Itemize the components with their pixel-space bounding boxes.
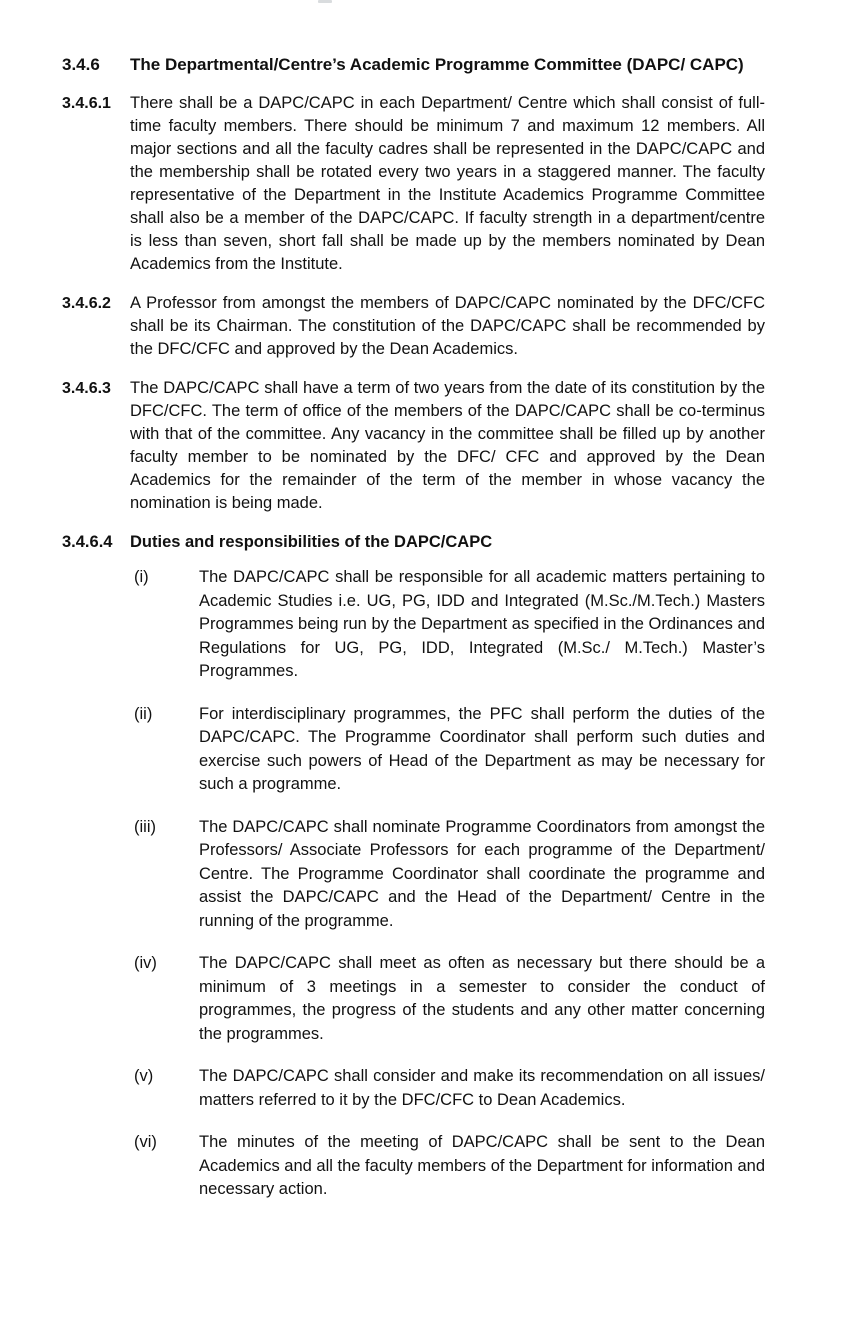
duty-text: The DAPC/CAPC shall be responsible for all academic matters pertaining to Academic Studies i.e. UG, PG, IDD and Integrated (M.Sc./M.Tech.) Masters Programmes being run by the Department as specified in the Ordinances and Regulations for UG, PG, IDD, Integrated (M.Sc./ M.Tech.) Master’s Programmes. [199, 568, 765, 680]
duty-item-ii [130, 703, 765, 797]
duty-label: (ii) [134, 704, 153, 723]
section-title: The Departmental/Centre’s Academic Programme Committee (DAPC/ CAPC) [130, 55, 744, 74]
clause-3-4-6-1 [62, 92, 765, 276]
duty-label: (i) [134, 568, 149, 586]
clause-number: 3.4.6.3 [62, 380, 111, 397]
section-number: 3.4.6 [62, 55, 100, 74]
duty-item-iv [130, 952, 765, 1046]
duty-text: The DAPC/CAPC shall consider and make its recommendation on all issues/ matters referred to it by the DFC/CFC to Dean Academics. [199, 1067, 765, 1109]
duty-text: For interdisciplinary programmes, the PFC shall perform the duties of the DAPC/CAPC. The Programme Coordinator shall perform such duties and exercise such powers of Head of the Department as may be necessary for such a programme. [199, 704, 765, 793]
clause-number: 3.4.6.1 [62, 95, 111, 112]
clause-3-4-6-3 [62, 377, 765, 515]
duty-item-i [130, 566, 765, 684]
duty-text: The DAPC/CAPC shall nominate Programme Coordinators from amongst the Professors/ Associate Professors for each programme of the Department/ Centre. The Programme Coordinator shall coordinate the programme and assist the DAPC/CAPC and the Head of the Department/ Centre in the running of the programme. [199, 817, 765, 930]
clause-text: The DAPC/CAPC shall have a term of two years from the date of its constitution by the DFC/CFC. The term of office of the members of the DAPC/CAPC shall be co-terminus with that of the committee. Any vacancy in the committee shall be filled up by another faculty member to be nominated by the DFC/ CFC and approved by the Dean Academics for the remainder of the term of the member in whose vacancy the nomination is being made. [130, 379, 765, 512]
clause-title: Duties and responsibilities of the DAPC/CAPC [130, 533, 493, 551]
duty-label: (iii) [134, 817, 156, 836]
duty-text: The DAPC/CAPC shall meet as often as necessary but there should be a minimum of 3 meetings in a semester to consider the conduct of programmes, the progress of the students and any other matter concerning the programmes. [199, 954, 765, 1043]
duty-item-v [130, 1065, 765, 1112]
clause-text: A Professor from amongst the members of DAPC/CAPC nominated by the DFC/CFC shall be its Chairman. The constitution of the DAPC/CAPC shall be recommended by the DFC/CFC and approved by the Dean Academics. [130, 294, 765, 358]
duties-list [130, 566, 765, 1202]
duty-item-iii [130, 816, 765, 934]
duty-item-vi [130, 1131, 765, 1202]
clause-text: There shall be a DAPC/CAPC in each Department/ Centre which shall consist of full-time faculty members. There should be minimum 7 and maximum 12 members. All major sections and all the faculty cadres shall be represented in the DAPC/CAPC and the membership shall be rotated every two years in a staggered manner. The faculty representative of the Department in the Institute Academics Programme Committee shall also be a member of the DAPC/CAPC. If faculty strength in a department/centre is less than seven, short fall shall be made up by the members nominated by Dean Academics from the Institute. [130, 94, 765, 273]
clause-3-4-6-2 [62, 292, 765, 361]
section-heading [62, 52, 765, 78]
duty-label: (v) [134, 1067, 154, 1085]
clause-number: 3.4.6.2 [62, 295, 111, 312]
duty-label: (iv) [134, 954, 157, 972]
duty-text: The minutes of the meeting of DAPC/CAPC shall be sent to the Dean Academics and all the faculty members of the Department for information and necessary action. [199, 1133, 765, 1198]
scan-artifact [318, 0, 332, 3]
clause-number: 3.4.6.4 [62, 533, 113, 551]
duty-label: (vi) [134, 1133, 157, 1151]
clause-3-4-6-4-heading [62, 531, 765, 554]
